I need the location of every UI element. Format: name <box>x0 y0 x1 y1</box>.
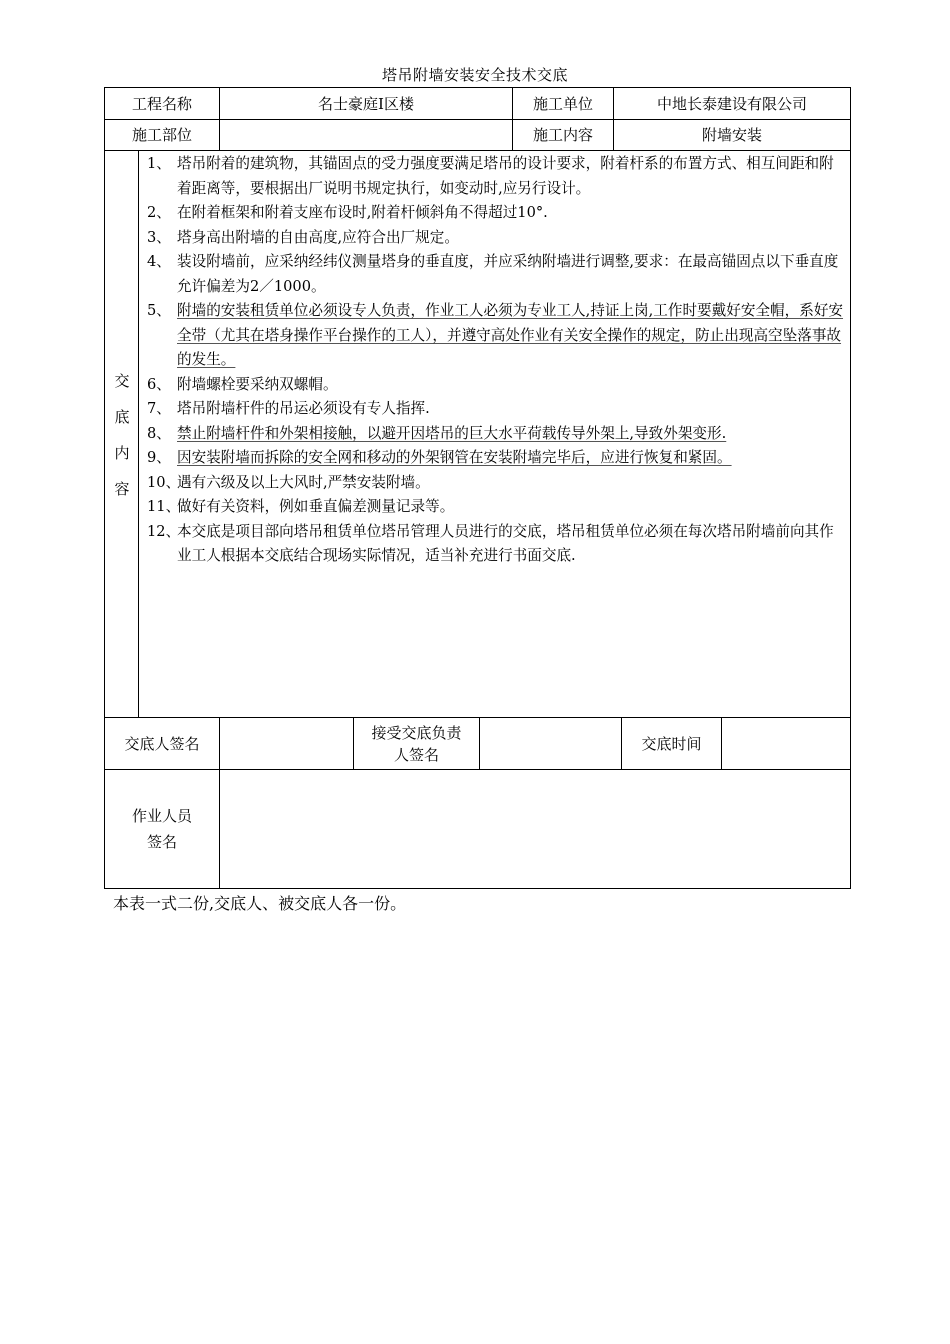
construction-content-value: 附墙安装 <box>701 126 762 144</box>
discloser-signature-field[interactable] <box>220 718 353 769</box>
disclosure-time-field[interactable] <box>722 718 850 769</box>
list-item: 4、 装设附墙前，应采纳经纬仪测量塔身的垂直度，并应采纳附墙进行调整,要求：在最高锚固点以下垂直度允许偏差为2／1000。 <box>147 253 839 295</box>
list-item: 7、 塔吊附墙杆件的吊运必须设有专人指挥. <box>147 400 430 417</box>
construction-part-value <box>220 120 512 150</box>
workers-label-line: 作业人员 <box>131 807 192 825</box>
construction-unit-label: 施工单位 <box>532 94 593 113</box>
side-label-char: 内 <box>114 443 130 462</box>
side-label-char: 交 <box>114 371 130 390</box>
list-item: 2、 在附着框架和附着支座布设时,附着杆倾斜角不得超过10°. <box>147 204 548 221</box>
receiver-signature-field[interactable] <box>480 718 621 769</box>
workers-label-line: 签名 <box>146 833 177 851</box>
footer-note: 本表一式二份,交底人、被交底人各一份。 <box>113 894 407 913</box>
construction-unit-value: 中地长泰建设有限公司 <box>656 94 807 113</box>
disclosure-items-list <box>143 152 843 569</box>
construction-part-label: 施工部位 <box>131 126 192 144</box>
row-divider <box>104 150 851 151</box>
disclosure-content-side-label <box>105 152 139 717</box>
workers-signature-field[interactable] <box>220 770 850 888</box>
side-label-char: 底 <box>114 407 130 426</box>
list-item: 11、 做好有关资料，例如垂直偏差测量记录等。 <box>147 498 455 515</box>
discloser-signature-label: 交底人签名 <box>124 734 200 753</box>
list-item: 12、 本交底是项目部向塔吊租赁单位塔吊管理人员进行的交底，塔吊租赁单位必须在每次塔吊附墙前向其作业工人根据本交底结合现场实际情况，适当补充进行书面交底. <box>147 522 834 564</box>
receiver-signature-label <box>354 718 479 769</box>
list-item: 3、 塔身高出附墙的自由高度,应符合出厂规定。 <box>147 228 459 246</box>
list-item: 1、 塔吊附着的建筑物，其锚固点的受力强度要满足塔吊的设计要求，附着杆系的布置方式、相互间距和附着距离等，要根据出厂说明书规定执行，如变动时,应另行设计。 <box>147 155 834 197</box>
list-item: 9、 因安装附墙而拆除的安全网和移动的外架钢管在安装附墙完毕后，应进行恢复和紧固。 <box>147 449 732 466</box>
side-label-char: 容 <box>114 479 130 498</box>
disclosure-time-label: 交底时间 <box>641 734 702 753</box>
workers-signature-label <box>105 770 219 888</box>
project-name-value: 名士豪庭Ⅰ区楼 <box>318 94 414 113</box>
receiver-label-line: 人签名 <box>393 745 439 764</box>
receiver-label-line: 接受交底负责 <box>371 723 462 742</box>
construction-content-label: 施工内容 <box>532 126 593 144</box>
list-item: 6、 附墙螺栓要采纳双螺帽。 <box>147 375 338 393</box>
project-name-label: 工程名称 <box>131 94 192 113</box>
list-item: 8、 禁止附墙杆件和外架相接触，以避开因塔吊的巨大水平荷载传导外架上,导致外架变形. <box>147 424 727 442</box>
list-item: 10、 遇有六级及以上大风时,严禁安装附墙。 <box>147 473 430 491</box>
document-title: 塔吊附墙安装安全技术交底 <box>381 66 568 84</box>
list-item: 5、 附墙的安装租赁单位必须设专人负责，作业工人必须为专业工人,持证上岗,工作时要戴好安全帽，系好安全带（尤其在塔身操作平台操作的工人），并遵守高处作业有关安全操作的规定，防止出现高空坠落事故的发生。 <box>147 302 844 368</box>
